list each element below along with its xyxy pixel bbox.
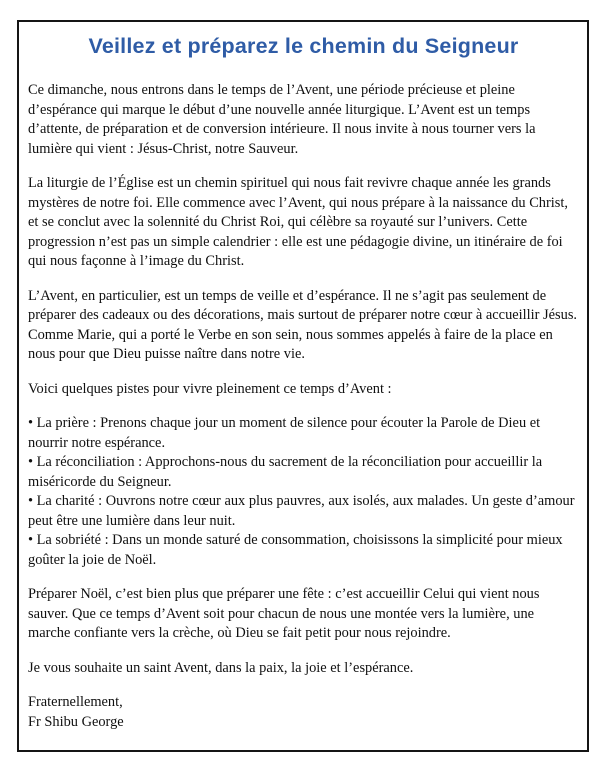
paragraph-liturgie: La liturgie de l’Église est un chemin spirituel qui nous fait revivre chaque année les grands mystères de notre foi. Elle commence avec l’Avent, qui nous prépare à la naissance du Christ, et se conclut avec la solennité du Christ Roi, qui célèbre sa royauté sur l’univers. Cette progression n’est pas un simple calendrier : elle est une pédagogie divine, un itinéraire de foi qui nous façonne à l’image du Christ. xyxy=(28,175,568,269)
list-item-charite: • La charité : Ouvrons notre cœur aux plus pauvres, aux isolés, aux malades. Un geste d’amour peut être une lumière dans leur nuit. xyxy=(28,493,575,529)
list-item-reconciliation: • La réconciliation : Approchons-nous du sacrement de la réconciliation pour accueillir la miséricorde du Seigneur. xyxy=(28,454,543,490)
signoff-line: Fraternellement, xyxy=(28,694,123,710)
letter-frame xyxy=(17,20,589,752)
list-intro: Voici quelques pistes pour vivre pleinement ce temps d’Avent : xyxy=(28,380,392,397)
letter-body xyxy=(28,81,579,732)
signature-block xyxy=(28,693,579,732)
list-item-sobriete: • La sobriété : Dans un monde saturé de consommation, choisissons la simplicité pour mieux goûter la joie de Noël. xyxy=(28,532,563,568)
paragraph-souhait: Je vous souhaite un saint Avent, dans la paix, la joie et l’espérance. xyxy=(28,659,414,676)
letter-title: Veillez et préparez le chemin du Seigneur xyxy=(88,34,519,58)
signature-name: Fr Shibu George xyxy=(28,713,124,730)
paragraph-veille-esperance: L’Avent, en particulier, est un temps de veille et d’espérance. Il ne s’agit pas seulement de préparer des cadeaux ou des décorations, mais surtout de préparer notre cœur à accueillir Jésus. Comme Marie, qui a porté le Verbe en son sein, nous sommes appelés à faire de la place en nous pour que Dieu puisse naître dans notre vie. xyxy=(28,287,578,362)
paragraph-avent-intro: Ce dimanche, nous entrons dans le temps de l’Avent, une période précieuse et pleine d’espérance qui marque le début d’une nouvelle année liturgique. L’Avent est un temps d’attente, de préparation et de conversion intérieure. Il nous invite à nous tourner vers la lumière qui vient : Jésus-Christ, notre Sauveur. xyxy=(28,82,536,157)
suggestions-list xyxy=(28,414,579,570)
list-item-priere: • La prière : Prenons chaque jour un moment de silence pour écouter la Parole de Dieu et nourrir notre espérance. xyxy=(28,415,541,451)
paragraph-preparer-noel: Préparer Noël, c’est bien plus que préparer une fête : c’est accueillir Celui qui vient nous sauver. Que ce temps d’Avent soit pour chacun de nous une montée vers la lumière, une marche confiante vers la crèche, où Dieu se fait petit pour nous rejoindre. xyxy=(28,586,540,641)
